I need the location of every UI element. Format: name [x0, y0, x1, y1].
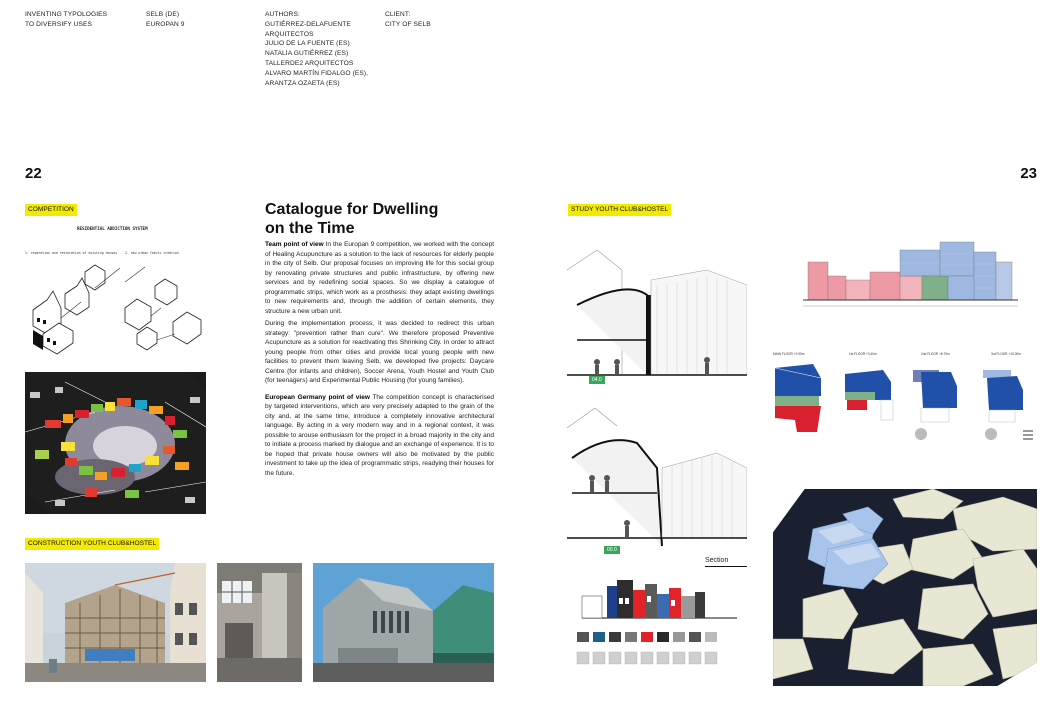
construction-photo-facade — [313, 563, 494, 682]
article-body — [265, 240, 494, 481]
competition-tag: COMPETITION — [25, 204, 77, 216]
page-number-right: 23 — [1020, 165, 1037, 182]
project-name: INVENTING TYPOLOGIES TO DIVERSIFY USES — [25, 11, 108, 28]
project-location: SELB (DE) EUROPAN 9 — [146, 11, 185, 28]
paragraph-implementation: During the implementation process, it was decided to redirect this urban strategy: "prevention rather than cure". We therefore proposed Preventive Acupuncture as a solution for reactivating this Shrinking City. In order to attract young people from other cities and provide local young people with new facilities to prevent them leaving Selb, we developed five projects: Daycare Centre (for infants and children), Soccer Arena, Youth Hostel and Youth Club (for teenagers) and Experimental Public Housing (for young families). — [265, 320, 494, 384]
construction-photo-scaffold — [25, 563, 206, 682]
floor-label-main: MAIN FLOOR +0.00m — [773, 352, 805, 356]
floor-label-3: 3rd FLOOR +10.00m — [991, 352, 1021, 356]
elevation-and-materials — [567, 568, 747, 682]
level-tag-upper: 04.0 — [589, 376, 605, 384]
section-drawing-lower — [567, 398, 747, 548]
floor-plans — [773, 350, 1037, 442]
construction-photo-interior — [217, 563, 302, 682]
floor-label-2: 2nd FLOOR +6.70m — [921, 352, 950, 356]
client-block: CLIENT: CITY OF SELB — [385, 11, 431, 28]
paragraph-europan: European Germany point of view The competition concept is characterised by targeted interventions, which are very precisely adapted to the grain of the city and, at the same time, introduce a completely innovative architectural language. By acting in a very modern way and in a regional context, it was possible to arouse enthusiasm for the project in a broad majority in the city and to initiate a process marked by dialogue and an exchange of experience. It is to be hoped that private house owners will also be motivated by the public investment to take up the idea of programmatic strips, readying their houses for the future. — [265, 393, 494, 477]
authors-block: AUTHORS: GUTIÉRREZ-DELAFUENTE ARQUITECTOS JULIO DE LA FUENTE (ES) NATALIA GUTIÉRREZ (ES) TALLERDE2 ARQUITECTOS ALVARO MARTÍN FIDALGO (ES), ARANTZA OZAETA (ES) — [265, 11, 369, 87]
page-number-left: 22 — [25, 165, 42, 182]
paragraph-team: Team point of view In the Europan 9 competition, we worked with the concept of Healing Acupuncture as a solution to the lack of resources for elderly people in the city of Selb. Our proposal focuses on improving life for this social group by renovating private structures and public infrastructure, by offering new services and by redefining social spaces. So we display a catalogue of programmatic strips, which work as a prosthesis: they adapt existing dwellings to new requirements and, through the addition of certain elements, they structure a new urban unit. — [265, 241, 494, 315]
diagram-label-right: 2. new urban fabric creation — [125, 251, 179, 255]
residential-addiction-diagram — [25, 222, 210, 364]
section-drawing-upper — [567, 240, 747, 390]
study-tag: STUDY YOUTH CLUB&HOSTEL — [568, 204, 671, 216]
floor-label-1: 1st FLOOR +3.40m — [849, 352, 877, 356]
model-photo — [773, 489, 1037, 686]
diagram-label-left: 1. reparation and restoration of existing houses — [25, 251, 118, 255]
article-title-line1: Catalogue for Dwelling — [265, 201, 439, 218]
article-title-line2: on the Time — [265, 219, 355, 237]
competition-aerial-plan — [25, 372, 206, 514]
article-title — [265, 201, 505, 238]
level-tag-lower: 00.0 — [604, 546, 620, 554]
construction-tag: CONSTRUCTION YOUTH CLUB&HOSTEL — [25, 538, 159, 550]
section-underline — [705, 566, 747, 567]
coloured-section-elevation — [773, 232, 1037, 324]
section-label: Section — [705, 557, 729, 564]
diagram-title: RESIDENTIAL ADDICTION SYSTEM — [77, 226, 148, 231]
